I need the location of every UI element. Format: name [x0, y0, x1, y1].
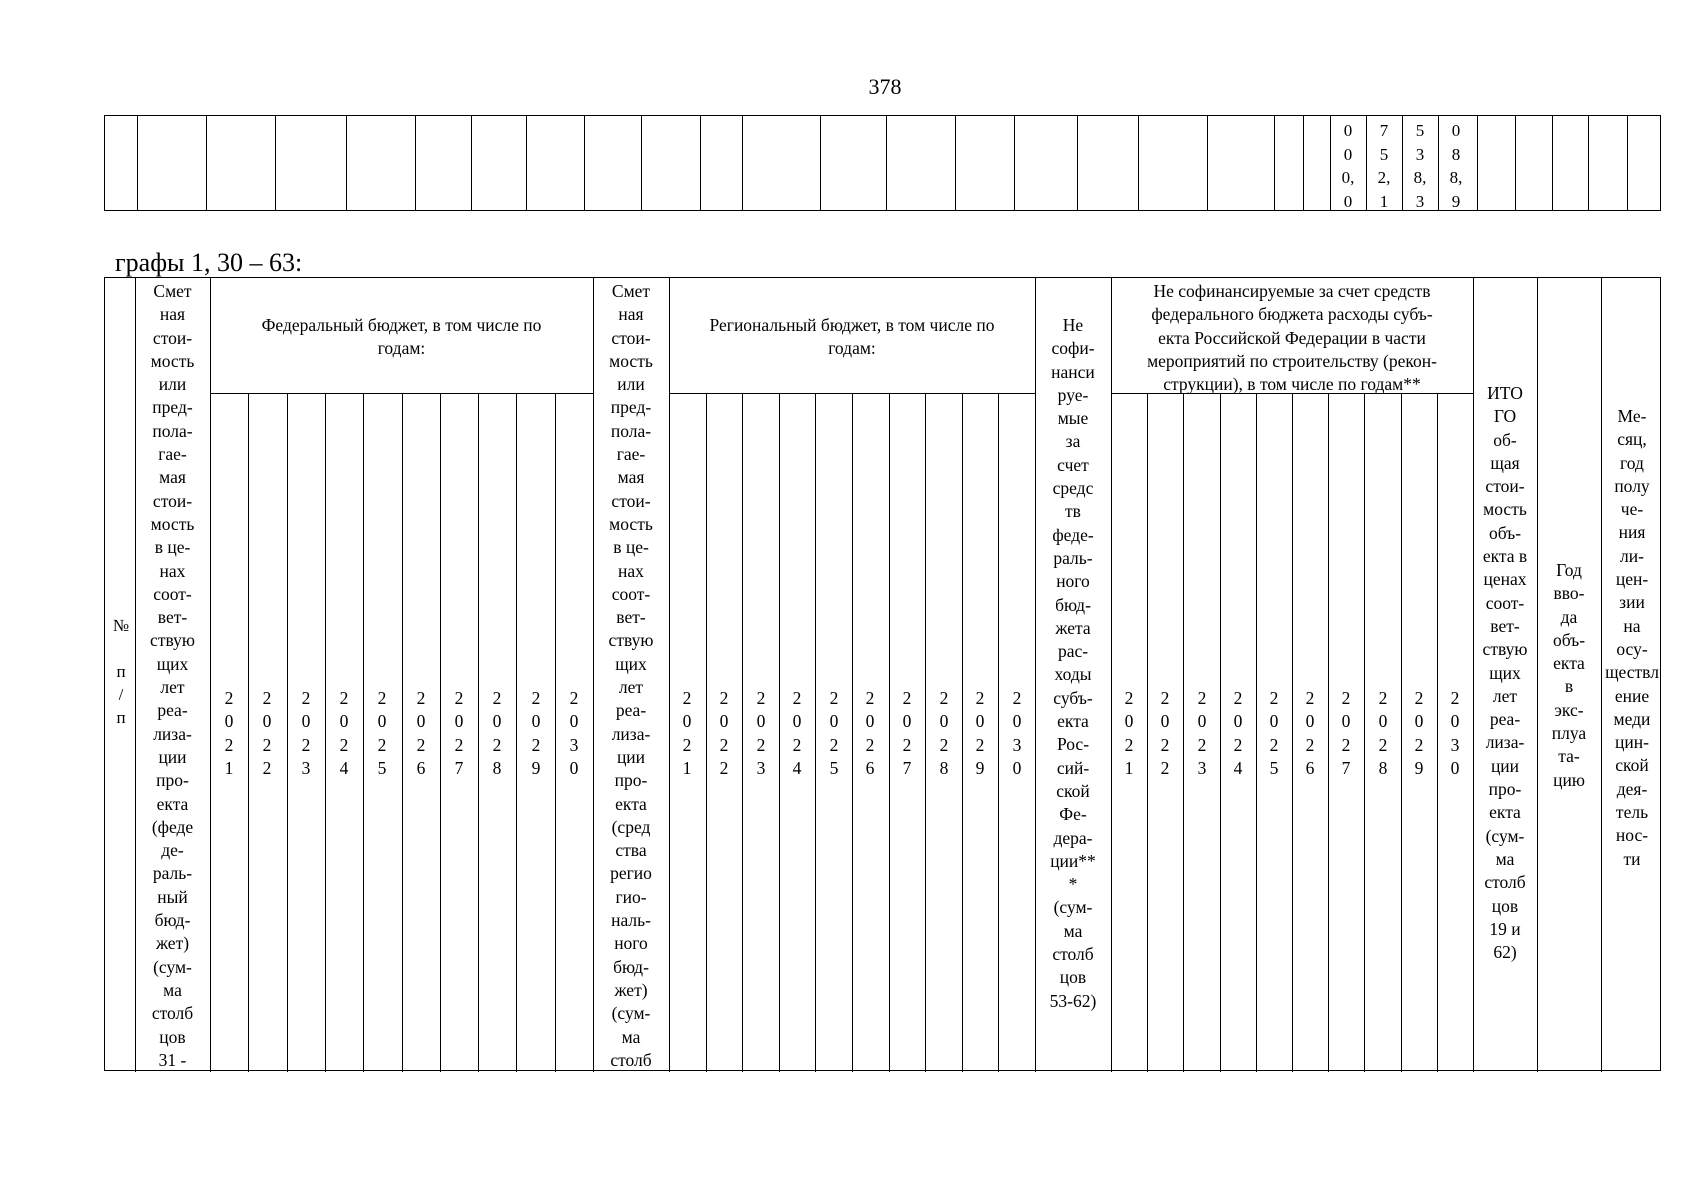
grid-line — [593, 278, 594, 1072]
grid-line — [1601, 278, 1602, 1072]
year-column-regional: 2 0 3 0 — [1012, 688, 1022, 778]
column-divider — [1138, 116, 1139, 210]
column-divider — [275, 116, 276, 210]
column-divider — [1274, 116, 1275, 210]
grid-line — [1401, 393, 1402, 1072]
year-column-federal: 2 0 2 3 — [301, 688, 311, 778]
grid-line — [1537, 278, 1538, 1072]
grid-line — [478, 393, 479, 1072]
grid-line — [516, 393, 517, 1072]
commissioning-year-header: Год вво- да объ- екта в экс- плуа та- цию — [1551, 560, 1587, 790]
federal-budget-header: Федеральный бюджет, в том числе по годам: — [261, 315, 542, 359]
year-column-not-cofinanced: 2 0 3 0 — [1450, 688, 1460, 778]
year-column-regional: 2 0 2 4 — [792, 688, 802, 778]
year-column-not-cofinanced: 2 0 2 8 — [1378, 688, 1388, 778]
year-column-federal: 2 0 2 8 — [492, 688, 502, 778]
continuation-table — [104, 115, 1661, 211]
column-divider — [137, 116, 138, 210]
digit-value-column: 0 0 0, 0 — [1341, 121, 1355, 211]
grid-line — [325, 393, 326, 1072]
column-divider — [415, 116, 416, 210]
year-column-not-cofinanced: 2 0 2 2 — [1160, 688, 1170, 778]
year-column-not-cofinanced: 2 0 2 6 — [1305, 688, 1315, 778]
year-column-federal: 2 0 2 6 — [416, 688, 426, 778]
regional-budget-header: Региональный бюджет, в том числе по годам: — [709, 315, 995, 359]
column-divider — [584, 116, 585, 210]
year-column-regional: 2 0 2 6 — [865, 688, 875, 778]
year-column-not-cofinanced: 2 0 2 7 — [1341, 688, 1351, 778]
page-number: 378 — [868, 74, 902, 99]
year-column-federal: 2 0 2 5 — [377, 688, 387, 778]
grid-line — [402, 393, 403, 1072]
year-column-not-cofinanced: 2 0 2 9 — [1414, 688, 1424, 778]
grid-line — [1035, 278, 1036, 1072]
grid-line — [852, 393, 853, 1072]
year-column-federal: 2 0 2 9 — [531, 688, 541, 778]
budget-table — [104, 277, 1661, 1071]
grid-line — [742, 393, 743, 1072]
grid-line — [1292, 393, 1293, 1072]
year-column-not-cofinanced: 2 0 2 5 — [1269, 688, 1279, 778]
digit-value-column: 7 5 2, 1 — [1377, 121, 1391, 211]
license-month-year-header: Ме- сяц, год полу че- ния ли- цен- зии на осу- ществл ение меди цин- ской дея- тель нос- ти — [1605, 406, 1659, 869]
grid-line — [889, 393, 890, 1072]
grid-line — [998, 393, 999, 1072]
year-column-regional: 2 0 2 1 — [682, 688, 692, 778]
grid-line — [962, 393, 963, 1072]
grid-line — [706, 393, 707, 1072]
year-column-regional: 2 0 2 2 — [719, 688, 729, 778]
grid-line — [779, 393, 780, 1072]
grid-line — [555, 393, 556, 1072]
grid-line — [1183, 393, 1184, 1072]
grid-line — [248, 393, 249, 1072]
grid-line — [210, 278, 211, 1072]
year-column-not-cofinanced: 2 0 2 4 — [1233, 688, 1243, 778]
year-column-federal: 2 0 2 7 — [454, 688, 464, 778]
grid-line — [1111, 278, 1112, 1072]
grid-line — [1437, 393, 1438, 1072]
not-cofinanced-total-header: Не софи- нанси руе- мые за счет средс тв феде- раль- ного бюд- жета рас- ходы субъ- екта Рос- сий- ской Фе- дера- ции** * (сум- ма столб цов 53-62) — [1049, 315, 1097, 1011]
column-divider — [526, 116, 527, 210]
year-column-not-cofinanced: 2 0 2 3 — [1197, 688, 1207, 778]
digit-value-column: 5 3 8, 3 — [1413, 121, 1427, 211]
grid-line — [815, 393, 816, 1072]
grid-line — [287, 393, 288, 1072]
grid-line — [1328, 393, 1329, 1072]
column-divider — [820, 116, 821, 210]
grid-line — [925, 393, 926, 1072]
column-divider — [1077, 116, 1078, 210]
grid-line — [363, 393, 364, 1072]
estimated-cost-federal-header: Смет ная стои- мость или пред- пола- гае- мая стои- мость в це- нах соот- вет- ствую щих лет реа- лиза- ции про- екта (феде де- раль- ный бюд- жет) (сум- ма столб цов 31 - — [150, 281, 195, 1070]
grid-line — [135, 278, 136, 1072]
row-number-header: № п / п — [112, 616, 130, 727]
year-column-regional: 2 0 2 3 — [756, 688, 766, 778]
year-column-not-cofinanced: 2 0 2 1 — [1124, 688, 1134, 778]
column-divider — [1552, 116, 1553, 210]
grid-line — [1473, 278, 1474, 1072]
grid-line — [1220, 393, 1221, 1072]
column-divider — [1515, 116, 1516, 210]
column-divider — [346, 116, 347, 210]
column-divider — [1207, 116, 1208, 210]
grid-line — [1147, 393, 1148, 1072]
grid-line — [1364, 393, 1365, 1072]
column-divider — [1588, 116, 1589, 210]
year-column-federal: 2 0 2 2 — [262, 688, 272, 778]
column-divider — [1303, 116, 1304, 210]
column-divider — [1477, 116, 1478, 210]
column-divider — [1014, 116, 1015, 210]
column-divider — [700, 116, 701, 210]
year-column-federal: 2 0 3 0 — [569, 688, 579, 778]
year-column-regional: 2 0 2 8 — [939, 688, 949, 778]
grid-line — [440, 393, 441, 1072]
column-divider — [471, 116, 472, 210]
column-divider — [742, 116, 743, 210]
year-column-federal: 2 0 2 1 — [224, 688, 234, 778]
grid-line — [669, 278, 670, 1072]
column-divider — [955, 116, 956, 210]
year-column-regional: 2 0 2 5 — [829, 688, 839, 778]
total-cost-header: ИТО ГО об- щая стои- мость объ- екта в ценах соот- вет- ствую щих лет реа- лиза- ции про- екта (сум- ма столб цов 19 и 62) — [1482, 383, 1528, 963]
section-caption: графы 1, 30 – 63: — [115, 248, 303, 277]
column-divider — [641, 116, 642, 210]
column-divider — [206, 116, 207, 210]
estimated-cost-regional-header: Смет ная стои- мость или пред- пола- гае- мая стои- мость в це- нах соот- вет- ствую щих лет реа- лиза- ции про- екта (сред ства регио гио- наль- ного бюд- жет) (сум- ма столб — [608, 281, 654, 1070]
year-column-federal: 2 0 2 4 — [339, 688, 349, 778]
year-column-regional: 2 0 2 7 — [902, 688, 912, 778]
not-cofinanced-by-year-header: Не софинансируемые за счет средств федерального бюджета расходы субъ- екта Российской Федерации в части мероприятий по строительству (рекон- струкции), в том числе по годам** — [1147, 281, 1437, 395]
column-divider — [886, 116, 887, 210]
digit-value-column: 0 8 8, 9 — [1449, 121, 1463, 211]
year-column-regional: 2 0 2 9 — [975, 688, 985, 778]
column-divider — [1627, 116, 1628, 210]
grid-line — [1256, 393, 1257, 1072]
